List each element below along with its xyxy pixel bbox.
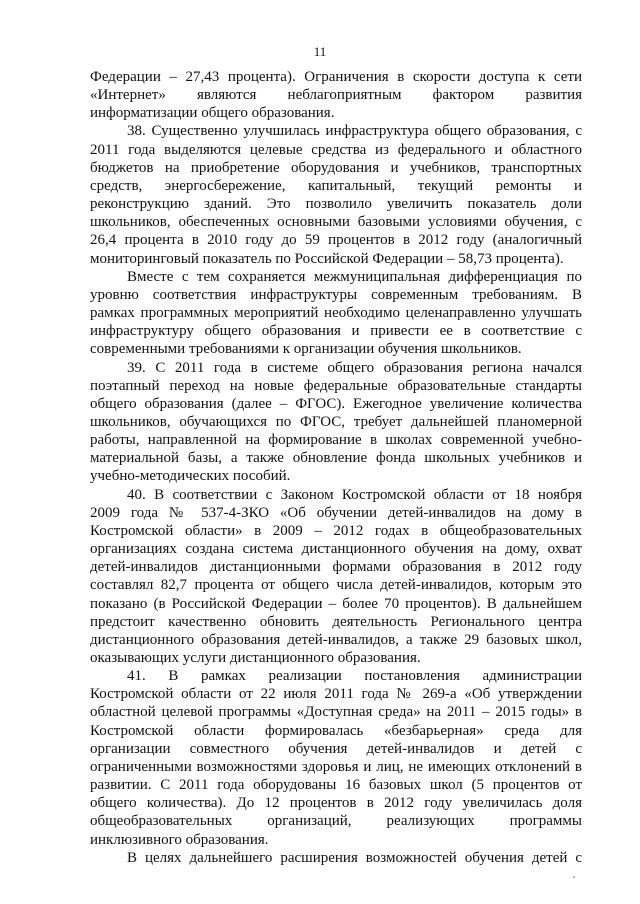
text-line: 2009 года № 537-4-ЗКО «Об обучении детей-инвалидов на дому в [90, 504, 582, 521]
text-line: общеобразовательных организаций, реализующих программы [90, 813, 582, 830]
text-line: поэтапный переход на новые федеральные образовательные стандарты [90, 377, 582, 394]
paragraph-differentiation [90, 268, 582, 359]
text-line: В целях дальнейшего расширения возможностей обучения детей с [127, 849, 582, 866]
text-line: Федерации – 27,43 процента). Ограничения в скорости доступа к сети [90, 69, 582, 85]
text-line: оказывающих услуги дистанционного образования. [90, 650, 421, 666]
paragraph-38 [90, 122, 582, 267]
text-line: инклюзивного образования. [90, 831, 269, 848]
text-line: реконструкцию зданий. Это позволило увеличить показатель доли [90, 196, 582, 213]
text-line: областной целевой программы «Доступная среда» на 2011 – 2015 годы» в [90, 704, 582, 721]
text-line: 41. В рамках реализации постановления администрации [127, 668, 582, 685]
text-line: 38. Существенно улучшилась инфраструктура общего образования, с [127, 123, 582, 140]
text-line: мониторинговый показатель по Российской Федерации – 58,73 процента). [90, 250, 564, 267]
text-line: Костромской области от 22 июля 2011 года № 269-а «Об утверждении [90, 686, 582, 703]
text-line: предстоит качественно обновить деятельность Регионального центра [90, 613, 582, 630]
text-line: развитии. С 2011 года оборудованы 16 базовых школ (5 процентов от [90, 777, 582, 794]
text-line: работы, направленной на формирование в школах современной учебно- [90, 432, 582, 449]
page-number: 11 [313, 44, 327, 59]
text-line: общего количества). До 12 процентов в 2012 году увеличилась доля [90, 795, 582, 812]
text-line: детей-инвалидов дистанционными формами образования в 2012 году [90, 559, 582, 576]
text-line: школьников, обучающихся по ФГОС, требует дальнейшей планомерной [90, 413, 582, 430]
paragraph-40 [90, 486, 582, 668]
text-line: Вместе с тем сохраняется межмуниципальная дифференциация по [127, 268, 582, 285]
paragraph-41 [90, 667, 582, 849]
text-line: 40. В соответствии с Законом Костромской области от 18 ноября [127, 486, 582, 503]
text-line: «Интернет» являются неблагоприятным фактором развития [90, 87, 582, 104]
document-body [90, 68, 582, 867]
text-line: материальной базы, а также обновление фонда школьных учебников и [90, 450, 582, 467]
paragraph-continuation [90, 68, 582, 122]
paragraph-final [90, 849, 582, 867]
scan-speck [573, 876, 575, 878]
text-line: 2011 года выделяются целевые средства из федерального и областного [90, 141, 582, 158]
text-line: 26,4 процента в 2010 году до 59 процентов в 2012 году (аналогичный [90, 232, 582, 249]
text-line: инфраструктуру общего образования и привести ее в соответствие с [90, 323, 582, 340]
text-line: показано (в Российской Федерации – более 70 процентов). В дальнейшем [90, 595, 582, 612]
text-line: 39. С 2011 года в системе общего образования региона начался [127, 359, 582, 376]
text-line: рамках программных мероприятий необходимо целенаправленно улучшать [90, 305, 582, 322]
paragraph-39 [90, 359, 582, 486]
text-line: ограниченными возможностями здоровья и лиц, не имеющих отклонений в [90, 758, 582, 775]
text-line: Костромской области» в 2009 – 2012 годах в общеобразовательных [90, 522, 582, 539]
text-line: современными требованиями к организации обучения школьников. [90, 341, 522, 358]
text-line: средств, энергосбережение, капитальный, текущий ремонты и [90, 177, 582, 194]
text-line: дистанционного образования детей-инвалидов, а также 29 базовых школ, [90, 631, 582, 648]
text-line: информатизации общего образования. [90, 105, 335, 122]
text-line: уровню соответствия инфраструктуры современным требованиям. В [90, 286, 582, 303]
text-line: учебно-методических пособий. [90, 468, 291, 485]
text-line: составлял 82,7 процента от общего числа детей-инвалидов, которым это [90, 577, 582, 594]
text-line: организациях создана система дистанционного обучения на дому, охват [90, 541, 582, 558]
text-line: школьников, обеспеченных основными базовыми условиями обучения, с [90, 214, 582, 231]
text-line: бюджетов на приобретение оборудования и учебников, транспортных [90, 159, 582, 176]
text-line: общего образования (далее – ФГОС). Ежегодное увеличение количества [90, 395, 582, 412]
text-line: Костромской области формировалась «безбарьерная» среда для [90, 722, 582, 739]
text-line: организации совместного обучения детей-инвалидов и детей с [90, 740, 582, 757]
